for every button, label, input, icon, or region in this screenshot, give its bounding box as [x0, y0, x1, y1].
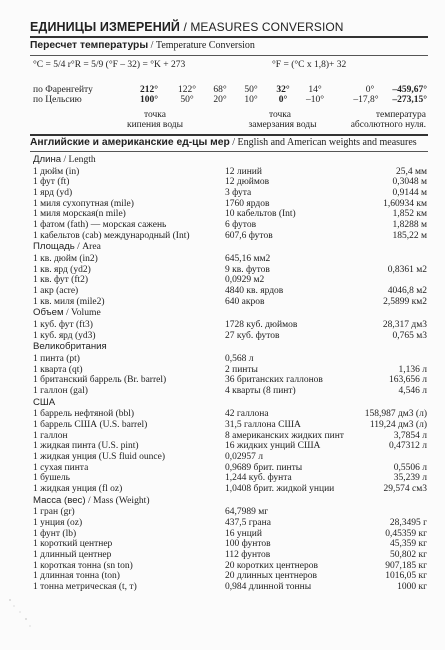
- group-heading-en: / Volume: [63, 307, 101, 319]
- table-row: [0, 320, 445, 331]
- table-row: [0, 199, 445, 210]
- boiling-note-line1: точка: [144, 110, 166, 120]
- unit-equivalent: 42 галлона: [225, 409, 269, 420]
- f-value: –459,67°: [392, 85, 427, 95]
- unit-equivalent: 0,984 длинной тонны: [225, 582, 312, 593]
- c-value: 50°: [180, 95, 194, 105]
- table-row: [0, 431, 445, 442]
- group-heading-en: / Mass (Weight): [85, 494, 150, 506]
- group-heading-en: / Area: [74, 241, 101, 253]
- unit-metric: 1016,05 кг: [385, 571, 427, 582]
- unit-name: 1 баррель нефтяной (bbl): [33, 409, 135, 420]
- group-heading: [33, 397, 55, 408]
- unit-equivalent: 12 дюймов: [225, 177, 270, 188]
- unit-name: 1 кабельтов (cab) международный (Int): [33, 230, 190, 241]
- weights-title-en: / English and American weights and measures: [229, 137, 417, 148]
- table-row: [0, 539, 445, 550]
- unit-name: 1 галлон: [33, 430, 68, 441]
- group-heading: [33, 495, 150, 506]
- unit-equivalent: 645,16 мм2: [225, 253, 271, 264]
- unit-metric: 0,9144 м: [392, 187, 427, 198]
- unit-name: 1 пинта (pt): [33, 353, 80, 364]
- unit-metric: 907,185 кг: [385, 560, 427, 571]
- temperature-title-ru: Пересчет температуры: [30, 40, 149, 51]
- unit-metric: 185,22 м: [392, 230, 427, 241]
- f-value: 68°: [213, 85, 227, 95]
- unit-equivalent: 0,9689 брит. пинты: [225, 462, 303, 473]
- unit-equivalent: 16 жидких унций США: [225, 441, 321, 452]
- unit-equivalent: 31,5 галлона США: [225, 419, 301, 430]
- table-row: [0, 177, 445, 188]
- unit-name: 1 миля морская(n mile): [33, 209, 126, 220]
- unit-name: 1 гран (gr): [33, 507, 75, 518]
- table-row: [0, 518, 445, 529]
- formula-fahrenheit: °F = (°C x 1,8)+ 32: [272, 60, 347, 70]
- f-value: 212°: [139, 85, 159, 95]
- unit-equivalent: 0,02957 л: [225, 451, 263, 462]
- unit-equivalent: 20 длинных центнеров: [225, 571, 318, 582]
- absolute-zero-note-line1: температура: [375, 110, 426, 120]
- unit-name: 1 баррель США (U.S. barrel): [33, 419, 148, 430]
- unit-equivalent: 1,0408 брит. жидкой унции: [225, 484, 335, 494]
- temperature-section-title: [30, 40, 255, 51]
- table-row: [0, 297, 445, 308]
- title-rule: [30, 36, 428, 38]
- unit-metric: 1,136 л: [398, 364, 427, 375]
- c-value: –10°: [305, 95, 325, 105]
- unit-metric: 50,802 кг: [389, 550, 427, 560]
- unit-equivalent: 4 кварты (8 пинт): [225, 385, 296, 396]
- unit-equivalent: 0,568 л: [225, 353, 254, 364]
- weights-title-ru: Английские и американские ед-цы мер: [30, 137, 230, 148]
- unit-name: 1 жидкая пинта (U.S. pint): [33, 441, 139, 452]
- unit-metric: 28,317 дм3: [382, 319, 427, 330]
- group-heading-en: / Length: [61, 154, 96, 165]
- unit-metric: 1,852 км: [392, 209, 427, 220]
- unit-equivalent: 20 коротких центнеров: [225, 560, 318, 571]
- unit-name: 1 галлон (gal): [33, 385, 88, 396]
- unit-metric: 1,8288 м: [392, 220, 427, 230]
- unit-name: 1 дюйм (in): [33, 166, 80, 177]
- table-row: [0, 275, 445, 286]
- f-value: 14°: [308, 85, 322, 95]
- title-ru: ЕДИНИЦЫ ИЗМЕРЕНИЙ: [30, 20, 181, 34]
- unit-metric: 0,3048 м: [392, 177, 427, 188]
- unit-equivalent: 1,244 куб. фунта: [225, 473, 292, 484]
- unit-name: 1 фатом (fath) — морская сажень: [33, 220, 167, 230]
- unit-metric: 3,7854 л: [393, 430, 427, 441]
- table-row: [0, 286, 445, 297]
- unit-name: 1 длинный центнер: [33, 550, 112, 560]
- unit-metric: 158,987 дм3 (л): [364, 409, 427, 420]
- unit-name: 1 кв. дюйм (in2): [33, 253, 98, 264]
- unit-metric: 4046,8 м2: [387, 286, 427, 296]
- unit-metric: 1000 кг: [397, 582, 427, 593]
- temperature-title-en: / Temperature Conversion: [148, 40, 255, 51]
- group-heading: [33, 241, 101, 252]
- table-row: [0, 473, 445, 484]
- title-en: / MEASURES CONVERSION: [180, 20, 344, 34]
- unit-equivalent: 64,7989 мг: [225, 507, 269, 518]
- table-row: [0, 254, 445, 265]
- unit-name: 1 короткий центнер: [33, 539, 113, 550]
- unit-name: 1 миля сухопутная (mile): [33, 198, 134, 209]
- f-value: 32°: [276, 85, 290, 95]
- celsius-label: по Цельсию: [33, 95, 82, 105]
- table-row: [0, 463, 445, 474]
- f-value: 0°: [365, 85, 375, 95]
- table-row: [0, 529, 445, 540]
- unit-name: 1 жидкая унция (U.S fluid ounce): [33, 451, 166, 462]
- group-heading: [33, 341, 107, 352]
- table-row: [0, 582, 445, 593]
- group-heading: [33, 154, 96, 165]
- group-heading-ru: Великобритания: [33, 341, 107, 353]
- unit-name: 1 куб. фут (ft3): [33, 319, 93, 330]
- f-value: 50°: [244, 85, 258, 95]
- c-value: 10°: [244, 95, 258, 105]
- c-value: 100°: [139, 95, 159, 105]
- unit-name: 1 ярд (yd): [33, 187, 73, 198]
- unit-metric: 2,5899 км2: [383, 296, 427, 307]
- unit-metric: 0,8361 м2: [387, 264, 427, 275]
- unit-equivalent: 0,0929 м2: [225, 275, 265, 286]
- c-value: –273,15°: [392, 95, 427, 105]
- f-value: 122°: [177, 85, 197, 95]
- unit-metric: 28,3495 г: [389, 517, 427, 528]
- unit-equivalent: 6 футов: [225, 220, 257, 230]
- unit-name: 1 британский баррель (Br. barrel): [33, 375, 167, 386]
- unit-metric: 25,4 мм: [395, 166, 427, 177]
- unit-equivalent: 36 британских галлонов: [225, 375, 323, 386]
- freezing-note-line1: точка: [269, 110, 291, 120]
- unit-equivalent: 1760 ярдов: [225, 198, 270, 209]
- table-row: [0, 365, 445, 376]
- unit-equivalent: 12 линий: [225, 166, 262, 177]
- page-title: [30, 20, 344, 34]
- scan-speck-decoration: [6, 596, 34, 636]
- group-heading-ru: Объем: [33, 307, 64, 319]
- table-row: [0, 420, 445, 431]
- temperature-rule: [30, 55, 428, 56]
- c-value: 0°: [278, 95, 288, 105]
- formula-celsius: °C = 5/4 r°R = 5/9 (°F – 32) = °K + 273: [33, 60, 186, 70]
- absolute-zero-note-line2: абсолютного нуля.: [350, 120, 426, 130]
- unit-name: 1 длинная тонна (ton): [33, 571, 120, 582]
- table-row: [0, 409, 445, 420]
- unit-name: 1 кв. миля (mile2): [33, 296, 105, 307]
- boiling-note-line2: кипения воды: [126, 120, 184, 130]
- unit-name: 1 жидкая унция (fl oz): [33, 484, 123, 494]
- unit-equivalent: 640 акров: [225, 296, 265, 307]
- group-heading-ru: США: [33, 396, 56, 408]
- c-value: 20°: [213, 95, 227, 105]
- unit-metric: 119,24 дм3 (л): [369, 419, 427, 430]
- c-value: –17,8°: [353, 95, 379, 105]
- group-heading-ru: Длина: [33, 154, 62, 165]
- unit-name: 1 бушель: [33, 473, 70, 484]
- unit-equivalent: 8 американских жидких пинт: [225, 430, 344, 441]
- unit-equivalent: 112 фунтов: [225, 550, 271, 560]
- table-row: [0, 209, 445, 220]
- unit-equivalent: 437,5 грана: [225, 517, 271, 528]
- unit-equivalent: 9 кв. футов: [225, 264, 270, 275]
- unit-metric: 29,574 см3: [383, 484, 427, 494]
- unit-equivalent: 4840 кв. ярдов: [225, 286, 284, 296]
- group-heading-ru: Площадь: [33, 241, 75, 253]
- weights-rule-top: [30, 134, 428, 136]
- unit-name: 1 короткая тонна (sn ton): [33, 560, 133, 571]
- unit-name: 1 фунт (lb): [33, 528, 77, 539]
- unit-name: 1 унция (oz): [33, 517, 83, 528]
- unit-equivalent: 3 фута: [225, 187, 252, 198]
- unit-name: 1 кв. фут (ft2): [33, 275, 89, 286]
- table-row: [0, 507, 445, 518]
- unit-name: 1 кв. ярд (yd2): [33, 264, 91, 275]
- unit-equivalent: 1728 куб. дюймов: [225, 319, 298, 330]
- table-row: [0, 386, 445, 397]
- unit-metric: 1,60934 км: [383, 198, 427, 209]
- table-row: [0, 231, 445, 242]
- unit-name: 1 сухая пинта: [33, 462, 89, 473]
- unit-name: 1 кварта (qt): [33, 364, 83, 375]
- unit-equivalent: 2 пинты: [225, 364, 258, 375]
- table-row: [0, 571, 445, 582]
- unit-metric: 45,359 кг: [389, 539, 427, 550]
- unit-metric: 163,656 л: [389, 375, 427, 386]
- unit-equivalent: 27 куб. футов: [225, 330, 280, 341]
- group-heading: [33, 307, 101, 318]
- weights-rule-bottom: [30, 151, 428, 152]
- freezing-note-line2: замерзания воды: [248, 120, 317, 130]
- unit-equivalent: 16 унций: [225, 528, 262, 539]
- unit-equivalent: 607,6 футов: [225, 230, 273, 241]
- table-row: [0, 220, 445, 231]
- table-row: [0, 188, 445, 199]
- table-row: [0, 265, 445, 276]
- table-row: [0, 375, 445, 386]
- unit-name: 1 акр (acre): [33, 286, 79, 296]
- weights-section-title: [30, 137, 417, 148]
- table-row: [0, 354, 445, 365]
- table-row: [0, 452, 445, 463]
- table-row: [0, 550, 445, 561]
- unit-name: 1 куб. ярд (yd3): [33, 330, 96, 341]
- table-row: [0, 331, 445, 342]
- unit-name: 1 фут (ft): [33, 177, 70, 188]
- table-row: [0, 441, 445, 452]
- table-row: [0, 484, 445, 495]
- table-row: [0, 167, 445, 178]
- unit-metric: 4,546 л: [398, 385, 427, 396]
- unit-metric: 0,45359 кг: [385, 528, 427, 539]
- unit-equivalent: 100 фунтов: [225, 539, 271, 550]
- fahrenheit-label: по Фаренгейту: [33, 85, 93, 95]
- unit-name: 1 тонна метрическая (t, т): [33, 582, 137, 593]
- unit-equivalent: 10 кабельтов (Int): [225, 209, 296, 220]
- unit-metric: 35,239 л: [393, 473, 427, 484]
- group-heading-ru: Масса (вес): [33, 494, 86, 506]
- unit-metric: 0,765 м3: [392, 330, 427, 341]
- unit-metric: 0,5506 л: [393, 462, 427, 473]
- unit-metric: 0,47312 л: [389, 441, 427, 452]
